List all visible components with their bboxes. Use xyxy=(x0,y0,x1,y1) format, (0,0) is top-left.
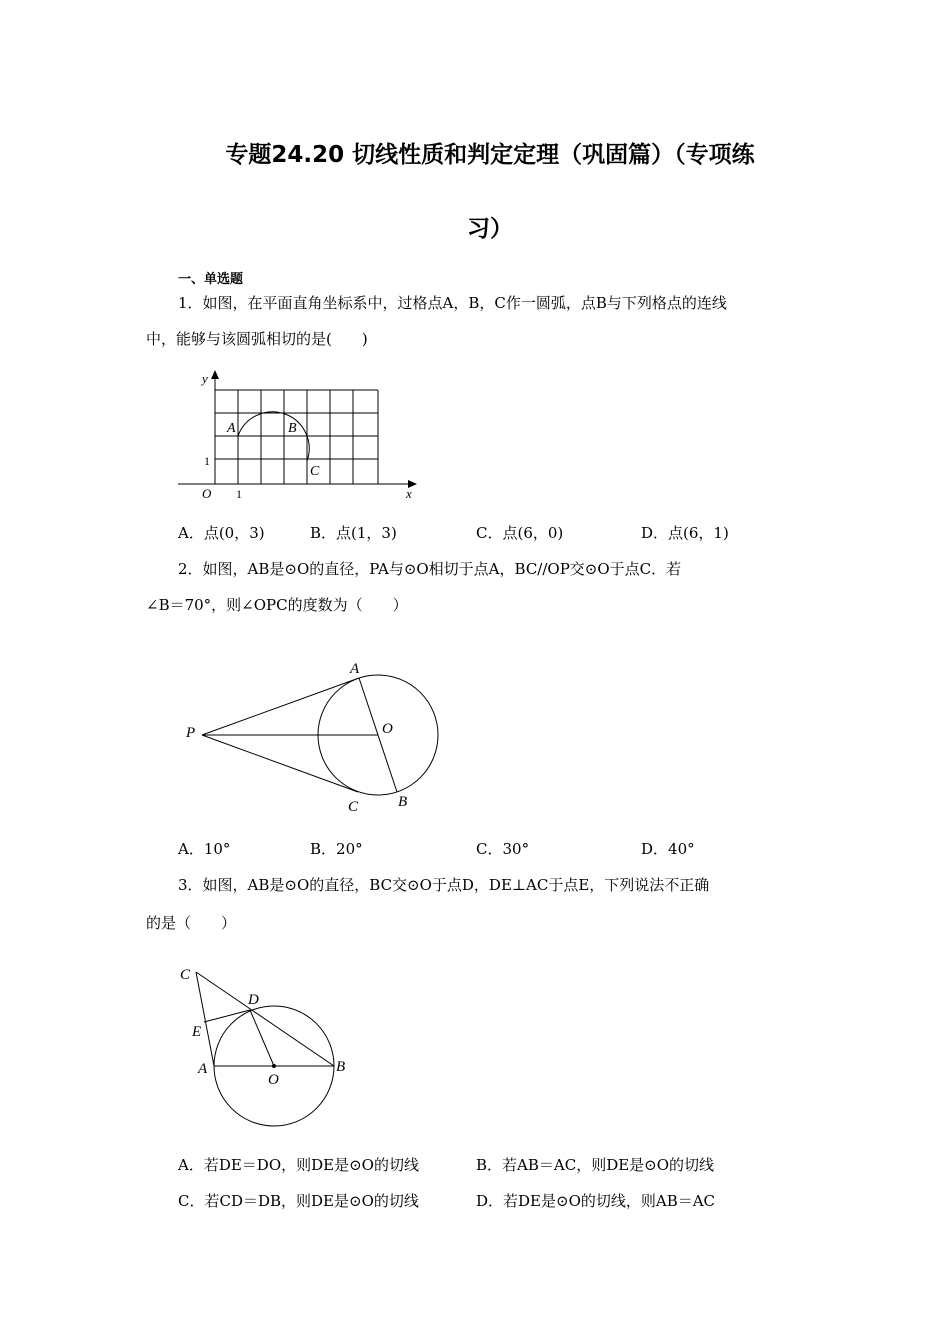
q1-option-b[interactable]: B．点(1，3) xyxy=(310,524,397,542)
q1-grid-figure xyxy=(170,366,430,506)
q2-stem-line1: 2．如图，AB是⊙O的直径，PA与⊙O相切于点A，BC//OP交⊙O于点C．若 xyxy=(178,560,682,578)
page-title-continued: 习） xyxy=(467,216,513,242)
q3-option-b[interactable]: B．若AB＝AC，则DE是⊙O的切线 xyxy=(476,1156,715,1174)
q2-point-c: C xyxy=(348,799,359,815)
q2-point-a: A xyxy=(350,661,360,677)
q3-point-o: O xyxy=(268,1072,279,1088)
q3-point-c: C xyxy=(180,967,191,983)
q1-point-c: C xyxy=(310,464,320,479)
q1-option-d[interactable]: D．点(6，1) xyxy=(641,524,729,542)
q3-point-e: E xyxy=(192,1024,202,1040)
q2-option-b[interactable]: B．20° xyxy=(310,840,363,858)
q1-x-axis-label: x xyxy=(406,486,412,501)
q2-option-d[interactable]: D．40° xyxy=(641,840,695,858)
q3-point-a: A xyxy=(198,1061,208,1077)
q3-option-d[interactable]: D．若DE是⊙O的切线，则AB＝AC xyxy=(476,1192,716,1210)
q2-option-a[interactable]: A．10° xyxy=(178,840,231,858)
q2-point-p: P xyxy=(186,725,196,741)
q3-option-c[interactable]: C．若CD＝DB，则DE是⊙O的切线 xyxy=(178,1192,419,1210)
q1-point-b: B xyxy=(288,421,297,436)
q2-option-c[interactable]: C．30° xyxy=(476,840,530,858)
q2-point-o: O xyxy=(382,721,393,737)
q3-stem-line2: 的是（ ） xyxy=(146,914,237,932)
q1-x-tick-1: 1 xyxy=(236,487,242,501)
q3-point-d: D xyxy=(248,992,259,1008)
page-title: 专题24.20 切线性质和判定定理（巩固篇）（专项练 xyxy=(225,142,755,168)
q1-stem-line2: 中，能够与该圆弧相切的是( ) xyxy=(146,330,368,348)
q1-option-c[interactable]: C．点(6，0) xyxy=(476,524,564,542)
q1-stem-line1: 1．如图，在平面直角坐标系中，过格点A，B，C作一圆弧，点B与下列格点的连线 xyxy=(178,294,727,312)
q3-stem-line1: 3．如图，AB是⊙O的直径，BC交⊙O于点D，DE⊥AC于点E，下列说法不正确 xyxy=(178,876,710,894)
q1-y-axis-label: y xyxy=(202,371,208,386)
q3-point-b: B xyxy=(336,1059,346,1075)
section-heading: 一、单选题 xyxy=(178,272,244,287)
q1-point-a: A xyxy=(227,421,236,436)
q2-circle-figure xyxy=(180,655,460,820)
q3-circle-figure xyxy=(170,958,370,1128)
q1-y-tick-1: 1 xyxy=(204,454,210,468)
q1-option-a[interactable]: A．点(0，3) xyxy=(178,524,265,542)
q1-origin-label: O xyxy=(202,486,212,501)
q3-option-a[interactable]: A．若DE＝DO，则DE是⊙O的切线 xyxy=(178,1156,419,1174)
q2-point-b: B xyxy=(398,794,408,810)
q2-stem-line2: ∠B＝70°，则∠OPC的度数为（ ） xyxy=(146,596,408,614)
